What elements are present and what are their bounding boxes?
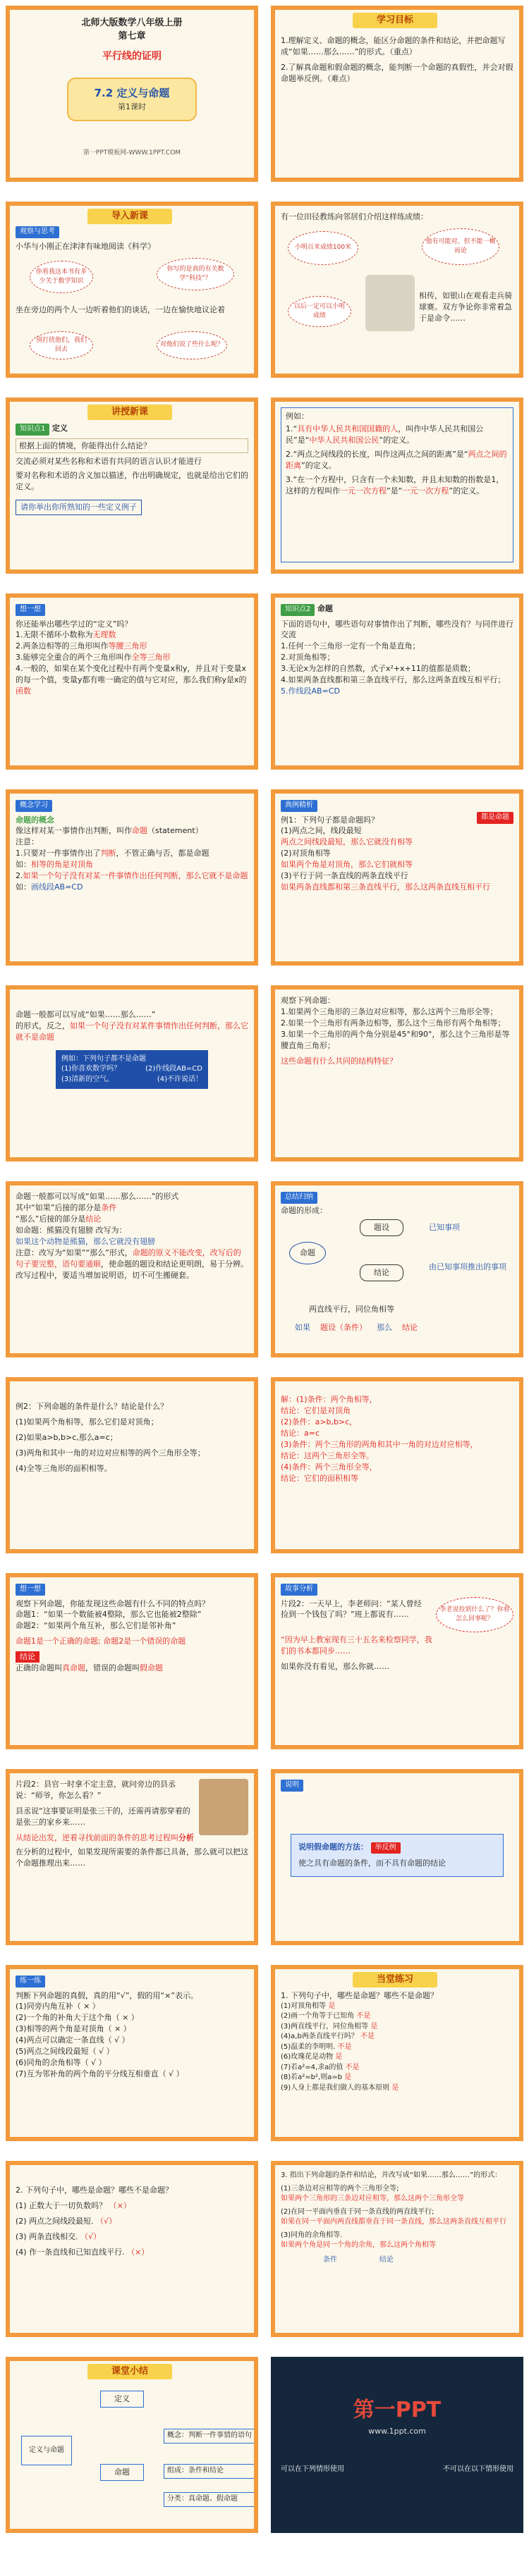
think-item-4: 4.一般的，如果在某个变化过程中有两个变量x和y，并且对于变量x的每一个值，变量y都有唯一确定的值与它对应，那么我们称y是x的函数 xyxy=(16,664,247,696)
ans-2: (2)条件：a>b,b>c， xyxy=(281,1417,358,1426)
ex1-a2r: 如果两个角是对顶角，那么它们就相等 xyxy=(281,860,413,870)
examples-box xyxy=(281,407,513,562)
truth-lead: 观察下列命题，你能发现这些命题有什么不同的特点吗？ xyxy=(16,1598,209,1608)
practice-4: (4)两点可以确定一条直线（ √ ） xyxy=(16,2035,130,2045)
recap-kinds: 分类：真命题、假命题 xyxy=(164,2492,255,2507)
premise-desc: 已知事项 xyxy=(429,1223,460,1232)
struct-p2: 其中“如果”后接的部分是条件 xyxy=(16,1202,117,1212)
truth-2: 命题2：“如果两个角互补，那么它们是邻补角” xyxy=(16,1621,176,1631)
not-prop-title: 例如：下列句子都不是命题 xyxy=(61,1054,146,1063)
analysis-3: 从结论出发，逆着寻找前面的条件的思考过程叫分析 xyxy=(16,1832,194,1842)
counter-tag: 举反例 xyxy=(371,1842,401,1854)
form-lead-2: 的形式，反之，如果一个句子没有对某件事情作出任何判断，那么它就不是命题 xyxy=(16,1021,248,1042)
ex-q1-4: (4)a,b两条直线平行吗？ xyxy=(281,2033,358,2041)
struct-p4r: 如果这个动物是熊猫，那么它就没有翅膀 xyxy=(16,1236,155,1246)
ex-q1-3: (3)两直线平行，同位角相等 xyxy=(281,2022,369,2030)
prop-lead: 下面的语句中，哪些语句对事情作出了判断，哪些没有？与同伴进行交流 xyxy=(281,619,513,640)
intro-lead: 小华与小刚正在津津有味地阅读《科学》 xyxy=(16,241,155,251)
definition-p2: 要对名称和术语的含义加以描述，作出明确规定，也就是给出它们的定义。 xyxy=(16,471,248,492)
ex-q1-5-ans: 不是 xyxy=(337,2042,352,2051)
ex-q2-3: (3) 两条直线相交. （√） xyxy=(16,2231,102,2241)
slide-23-exercise2 xyxy=(6,2161,258,2337)
observe-question: 这些命题有什么共同的结构特征？ xyxy=(281,1056,397,1066)
think-question: 你还能举出哪些学过的“定义”吗？ xyxy=(16,619,133,629)
practice-5: (5)两点之间线段最短（ √ ） xyxy=(16,2047,114,2057)
brand-url: www.1ppt.com xyxy=(368,2426,426,2436)
slide-8-proposition xyxy=(271,593,523,770)
prop-line-3: 3.无论x为怎样的自然数，式子x²+x+11的值都是质数； xyxy=(281,664,475,674)
coach-bubble-3: 以后一定可以小明成绩 xyxy=(288,296,351,327)
slide-6-examples xyxy=(271,398,523,574)
truth-1: 命题1：“如果一个数能被4整除，那么它也能被2整除” xyxy=(16,1610,202,1620)
analysis-2: 县丞说“这事要证明是张三干的，还需再请那穿着的是张三的家乡来…… xyxy=(16,1806,190,1827)
slide-20-counter xyxy=(271,1769,523,1945)
think2-tag: 想一想 xyxy=(16,1584,45,1596)
slide-5-definition xyxy=(6,398,258,574)
practice-3: (3)相等的两个角是对顶角（ × ） xyxy=(16,2024,131,2034)
concept-eg-2: 如：画线段AB=CD xyxy=(16,882,83,892)
story-tag: 故事分析 xyxy=(281,1584,317,1596)
ex-q3-3: (3)同角的余角相等. xyxy=(281,2231,343,2239)
ex-q2-1: (1) 正数大于一切负数吗？ （×） xyxy=(16,2200,131,2210)
concept-p1: 像这样对某一事情作出判断，叫作命题（statement） xyxy=(16,826,203,836)
counter-text: 使之具有命题的条件，而不具有命题的结论 xyxy=(298,1859,446,1868)
slide-4-coach xyxy=(271,202,523,378)
ex-q3-labels xyxy=(281,2255,513,2266)
coach-lead: 有一位田径教练向邻居们介绍这样练成绩： xyxy=(281,212,428,221)
not-prop-box xyxy=(56,1050,208,1090)
ex-q1-4-ans: 不是 xyxy=(360,2033,375,2041)
ex-q1-6: (6)玫瑰花是动物 xyxy=(281,2053,334,2062)
ex-q1-3-ans: 是 xyxy=(370,2022,378,2030)
story-3: 如果你没有看见，那么你就…… xyxy=(281,1662,389,1672)
ans-3b: 结论：这两个三角形全等。 xyxy=(281,1450,374,1460)
ex1-a1: (1)两点之间，线段最短 xyxy=(281,826,362,836)
story-1: 片段2：一天早上，李老师问：“某人曾经捡到一个钱包了吗？”班上都说有…… xyxy=(281,1598,422,1620)
truth-result: 命题1是一个正确的命题; 命题2是一个错误的命题 xyxy=(16,1637,186,1646)
slide-22-exercise1 xyxy=(271,1965,523,2141)
slide-26-brand xyxy=(271,2357,523,2533)
prop-line-1: 1.任何一个三角形一定有一个角是直角； xyxy=(281,641,420,651)
concept-tag: 概念学习 xyxy=(16,800,52,812)
struct-p5: 注意：改写为“如果”“那么”形式，命题的原义不能改变，改写后的句子要完整，语句要通顺，使命题的题设和结论更明朗，易于分辨。改写过程中，要适当增加说明语，切不可生搬硬套。 xyxy=(16,1247,248,1280)
ex-q1-8-ans: 是 xyxy=(344,2073,352,2082)
think-item-3: 3.能够完全重合的两个三角形叫作全等三角形 xyxy=(16,653,171,663)
explain-tag: 说明 xyxy=(281,1780,303,1792)
example-1: 1.“具有中华人民共和国国籍的人，叫作中华人民共和国公民”是“中华人民共和国公民”的定义。 xyxy=(286,424,484,445)
slide-18-story xyxy=(271,1573,523,1749)
knowledge-2-tag: 知识点2 xyxy=(281,604,315,616)
recap-proposition: 命题 xyxy=(100,2464,144,2481)
practice-tag: 练一练 xyxy=(16,1976,45,1988)
ex-q2: 2. 下列句子中，哪些是命题？哪些不是命题？ xyxy=(16,2186,173,2195)
definition-p1: 交流必须对某些名称和术语有共同的语言认识才能进行 xyxy=(16,457,202,467)
recap-parts: 组成：条件和结论 xyxy=(164,2464,255,2479)
slide-10-example1 xyxy=(271,789,523,966)
prop-line-2: 2.对顶角相等； xyxy=(281,653,335,663)
slide-11-form xyxy=(6,985,258,1161)
ex-q1-list xyxy=(281,2002,513,2094)
coach-text: 相传，如银山在观看走兵骑球赛。双方争论你非常着急于是命令…… xyxy=(419,291,512,323)
goal-2: 2.了解真命题和假命题的概念，能判断一个命题的真假性，并会对假命题举反例。（难点） xyxy=(281,62,513,83)
label-conclusion: 结论 xyxy=(379,2255,394,2264)
analysis-1: 片段2：县官一时拿不定主意，就问旁边的县丞说：“师爷，你怎么看？” xyxy=(16,1780,176,1800)
footer-text: 第一PPT模板网-WWW.1PPT.COM xyxy=(83,149,181,156)
ex-q1-6-ans: 是 xyxy=(335,2053,343,2062)
section-title: 7.2 定义与命题 xyxy=(94,86,170,99)
form-premise: 题设（条件） xyxy=(320,1323,367,1332)
analysis-4: 在分析的过程中，如果发现所需要的条件都已具备，那么就可以把这个命题推理出来…… xyxy=(16,1847,248,1868)
definition-question: 根据上面的情境，你能得出什么结论？ xyxy=(16,438,248,454)
ex-q3: 3. 指出下列命题的条件和结论，并改写成“如果……那么……”的形式： xyxy=(281,2171,502,2179)
practice-1: (1)同旁内角互补（ × ） xyxy=(16,2002,100,2011)
slide-1-title xyxy=(6,6,258,182)
practice-6: (6)同角的余角相等（ √ ） xyxy=(16,2058,107,2068)
truth-conclusion-tag: 结论 xyxy=(16,1651,39,1663)
ex-q3-3-ans: 如果两个角是同一个角的余角，那么这两个角相等 xyxy=(281,2241,436,2249)
ex-q2-2: (2) 两点之间线段最短. （√） xyxy=(16,2216,117,2226)
ex2-1: (1)如果两个角相等，那么它们是对顶角； xyxy=(16,1417,159,1426)
ex1-a2: (2)对顶角相等 xyxy=(281,849,331,858)
intro-text: 坐在旁边的两个人一边听着他们的谈话，一边在愉快地议论着 xyxy=(16,305,225,314)
chapter-title: 平行线的证明 xyxy=(102,50,162,62)
practice-2: (2)一个角的补角大于这个角（ × ） xyxy=(16,2013,139,2023)
story-bubble: 李老说捡到什么了？你看怎么回事呢？ xyxy=(436,1597,513,1632)
recap-banner: 课堂小结 xyxy=(87,2364,172,2379)
ex-q1-9-ans: 是 xyxy=(391,2083,399,2092)
prop-line-4: 4.如果两条直线都和第三条直线平行，那么这两条直线互相平行； xyxy=(281,675,506,685)
observe-1: 1.如果两个三角形的三条边对应相等，那么这两个三角形全等； xyxy=(281,1006,498,1016)
slide-21-practice xyxy=(6,1965,258,2141)
observe-3: 3.如果一个三角形的两个角分别是45°和90°，那么这个三角形是等腰直角三角形； xyxy=(281,1029,510,1050)
bubble-1: 你看我这本书有多少关于数学知识 xyxy=(30,261,93,293)
ans-1b: 结论：它们是对顶角 xyxy=(281,1405,351,1415)
ex-q3-1: (1)三条边对应相等的两个三角形全等; xyxy=(281,2184,399,2193)
label-condition: 条件 xyxy=(323,2255,337,2264)
example-2: 2.“两点之间线段的长度，叫作这两点之间的距离”是“两点之间的距离”的定义。 xyxy=(286,449,507,470)
ex2-2: (2)如果a>b,b>c,那么a=c； xyxy=(16,1432,118,1442)
intro-banner: 导入新课 xyxy=(87,209,172,224)
slide-24-exercise3 xyxy=(271,2161,523,2337)
form-conclusion: 结论 xyxy=(402,1323,418,1332)
ans-1: 解：(1)条件：两个角相等， xyxy=(281,1395,377,1404)
slide-14-summary xyxy=(271,1181,523,1357)
analysis-portrait xyxy=(199,1779,248,1835)
period-label: 第1课时 xyxy=(118,101,146,111)
ex-q1-1: (1)对顶角相等 xyxy=(281,2002,327,2010)
knowledge-1-tag: 知识点1 xyxy=(16,424,49,436)
slide-3-intro xyxy=(6,202,258,378)
form-if: 如果 xyxy=(295,1323,310,1332)
slide-9-concept xyxy=(6,789,258,966)
ex-q3-2: (2)在同一平面内垂直于同一条直线的两直线平行; xyxy=(281,2207,434,2216)
summary-tag: 总结归纳 xyxy=(281,1192,317,1204)
concept-note-1: 1.只要对一件事情作出了判断，不管正确与否，都是命题 xyxy=(16,849,209,858)
bubble-4: 对他们说了些什么呢？ xyxy=(157,331,227,359)
ans-3: (3)条件：两个三角形的两角和其中一角的对边对应相等， xyxy=(281,1439,478,1449)
bubble-2: 你写的是真的有关数学“科技”？ xyxy=(157,258,234,290)
runner-figure xyxy=(365,275,415,331)
ex-q2-4: (4) 作一条直线和已知直线平行. （×） xyxy=(16,2247,150,2257)
examples-title: 例如： xyxy=(286,412,309,421)
example-cond: 两直线平行，同位角相等 xyxy=(309,1305,394,1314)
form-row xyxy=(295,1322,513,1333)
not-prop-1: (1)你喜欢数学吗？ xyxy=(61,1065,121,1073)
ex-q1-2-ans: 不是 xyxy=(356,2012,371,2021)
ex-q1-1-ans: 是 xyxy=(328,2002,336,2010)
concept-eg-1: 如：相等的角是对顶角 xyxy=(16,860,93,870)
brand-usage xyxy=(281,2465,513,2475)
form-lead: 命题一般都可以写成“如果……那么……” xyxy=(16,1010,156,1019)
knowledge-1-label: 定义 xyxy=(51,424,68,433)
prop-line-5: 5.作线段AB=CD xyxy=(281,686,340,696)
struct-p1: 命题一般都可以写成“如果……那么……”的形式 xyxy=(16,1192,179,1201)
section-box xyxy=(67,78,197,121)
struct-p4: 如命题：熊猫没有翅膀 改写为： xyxy=(16,1225,127,1235)
conclusion-node: 结论 xyxy=(360,1264,403,1281)
practice-7: (7)互为邻补角的两个角的平分线互相垂直（ √ ） xyxy=(16,2069,184,2079)
recap-root: 定义与命题 xyxy=(21,2436,72,2465)
slide-15-example2 xyxy=(6,1377,258,1553)
ex-q1: 1. 下列句子中，哪些是命题？哪些不是命题？ xyxy=(281,1991,438,2000)
prop-node: 命题 xyxy=(289,1242,326,1264)
definition-prompt: 请你举出你所熟知的一些定义例子 xyxy=(16,500,142,515)
ex-q1-8: (8)若a²=b²,则a=b xyxy=(281,2073,343,2082)
think-item-2: 2.两条边相等的三角形叫作等腰三角形 xyxy=(16,641,147,651)
slide-19-analysis xyxy=(6,1769,258,1945)
exercise-banner: 当堂练习 xyxy=(353,1972,437,1988)
slide-12-observe xyxy=(271,985,523,1161)
premise-node: 题设 xyxy=(360,1219,403,1236)
think-tag: 想一想 xyxy=(16,604,45,616)
ex1-a1r: 两点之间线段最短，那么它就没有相等 xyxy=(281,837,413,847)
not-prop-4: (4)不许说话！ xyxy=(157,1075,202,1083)
ex-q3-2-ans: 如果在同一平面内两直线都垂直于同一条直线，那么这两条直线互相平行 xyxy=(281,2218,506,2226)
ex2-question: 例2：下列命题的条件是什么？结论是什么？ xyxy=(16,1402,168,1411)
slide-13-structure xyxy=(6,1181,258,1357)
all-prop-tag: 都是命题 xyxy=(477,812,513,824)
concept-note-2: 2.如果一个句子没有对某一件事情作出任何判断，那么它就不是命题 xyxy=(16,871,248,881)
think-item-1: 1.无限不循环小数称为无理数 xyxy=(16,630,116,640)
brand-allowed: 可以在下列情形使用 xyxy=(281,2465,344,2474)
ex-q3-1-ans: 如果两个三角形的三条边对应相等，那么这两个三角形全等 xyxy=(281,2195,464,2202)
example-tag: 典例精析 xyxy=(281,800,317,812)
summary-lead: 命题的形成： xyxy=(281,1205,327,1215)
ex2-4: (4)全等三角形的面积相等。 xyxy=(16,1463,112,1473)
slide-16-answers xyxy=(271,1377,523,1553)
ex2-3: (3)两角和其中一角的对边对应相等的两个三角形全等； xyxy=(16,1448,205,1458)
recap-definition: 定义 xyxy=(100,2391,144,2408)
ex-q1-2: (2)画一个角等于已知角 xyxy=(281,2012,355,2021)
slide-2-goals xyxy=(271,6,523,182)
book-title: 北师大版数学八年级上册 xyxy=(81,18,183,28)
ex-q1-7-ans: 不是 xyxy=(345,2063,360,2071)
slide-7-think xyxy=(6,593,258,770)
ex-q1-5: (5)温柔的李明明. xyxy=(281,2042,336,2051)
slide-25-recap xyxy=(6,2357,258,2533)
truth-def: 正确的命题叫真命题，错误的命题叫假命题 xyxy=(16,1663,163,1673)
observe-tag: 观察与思考 xyxy=(16,226,59,238)
concept-head: 命题的概念 xyxy=(16,815,54,825)
recap-concept: 概念：判断一件事情的语句 xyxy=(164,2429,255,2443)
lecture-banner: 讲授新课 xyxy=(87,405,172,420)
chapter-label: 第七章 xyxy=(118,30,146,42)
goals-banner: 学习目标 xyxy=(353,13,437,28)
ans-2b: 结论：a=c xyxy=(281,1428,320,1438)
ex-q1-9: (9)人身上都是我们做人的基本原则 xyxy=(281,2083,390,2092)
ans-4: (4)条件：两个三角形全等， xyxy=(281,1462,377,1472)
counter-head: 说明假命题的方法： xyxy=(298,1842,368,1851)
brand-forbidden: 不可以在以下情形使用 xyxy=(443,2465,513,2474)
coach-bubble-2: 他有可能对，但不能一概而论 xyxy=(422,228,499,265)
bubble-3: 别打扰他们，我们回去 xyxy=(30,331,93,359)
slide-17-truth xyxy=(6,1573,258,1749)
counter-box xyxy=(291,1834,504,1877)
conclusion-desc: 由已知事项推出的事项 xyxy=(429,1262,506,1271)
ex-q1-7: (7)若a²=4,求a的值 xyxy=(281,2063,343,2071)
struct-p3: “那么”后接的部分是结论 xyxy=(16,1214,102,1224)
ex1-question: 例1：下列句子都是命题吗？ xyxy=(281,815,379,825)
not-prop-3: (3)清新的空气。 xyxy=(61,1075,114,1083)
ans-4b: 结论：它们的面积相等 xyxy=(281,1473,358,1483)
observe-2: 2.如果一个三角形有两条边相等，那么这个三角形有两个角相等； xyxy=(281,1018,506,1028)
story-2: “因为早上教室现有三十五名来检察同学，我们的书本都同步…… xyxy=(281,1635,432,1656)
brand-logo: 第一PPT xyxy=(353,2398,442,2422)
ex1-a3r: 如果两条直线都和第三条直线平行，那么这两条直线互相平行 xyxy=(281,882,490,892)
coach-bubble-1: 小明百米成绩100米 xyxy=(288,231,358,265)
practice-q: 判断下列命题的真假，真的用“√”，假的用“×”表示。 xyxy=(16,1990,199,2000)
observe-lead: 观察下列命题： xyxy=(281,996,335,1005)
form-then: 那么 xyxy=(377,1323,392,1332)
not-prop-2: (2)作线段AB=CD xyxy=(145,1065,202,1073)
concept-note: 注意： xyxy=(16,837,39,847)
goal-1: 1.理解定义、命题的概念，能区分命题的条件和结论，并把命题写成“如果……那么……”的形式。（重点） xyxy=(281,36,506,56)
example-3: 3.“在一个方程中，只含有一个未知数，并且未知数的指数是1，这样的方程叫作一元一次方程”是“一元一次方程”的定义。 xyxy=(286,474,504,495)
knowledge-2-label: 命题 xyxy=(317,604,333,613)
ex1-a3: (3)平行于同一条直线的两条直线平行 xyxy=(281,871,408,881)
